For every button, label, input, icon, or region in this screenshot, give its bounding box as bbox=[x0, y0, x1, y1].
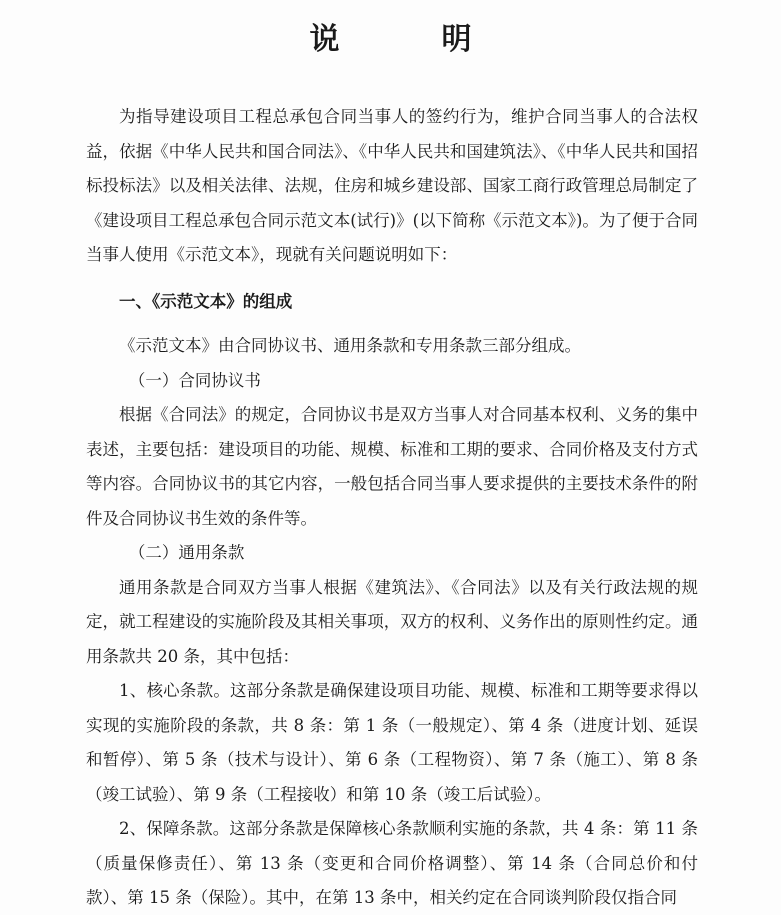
section-heading: 一、《示范文本》的组成 bbox=[119, 291, 293, 311]
subsection-heading: （一）合同协议书 bbox=[128, 370, 261, 390]
core-terms-paragraph: 1、核心条款。这部分条款是确保建设项目功能、规模、标准和工期等要求得以实现的实施阶段的条款，共 8 条：第 1 条（一般规定）、第 4 条（进度计划、延误和暂停）、第 5 条（技术与设计）、第 6 条（工程物资）、第 7 条（施工）、第 8 条（竣工试验）、第 9 条（工程接收）和第 10 条（竣工后试验）。 bbox=[86, 681, 698, 804]
agreement-paragraph: 根据《合同法》的规定，合同协议书是双方当事人对合同基本权利、义务的集中表述，主要包括：建设项目的功能、规模、标准和工期的要求、合同价格及支付方式等内容。合同协议书的其它内容，一般包括合同当事人要求提供的主要技术条件的附件及合同协议书生效的条件等。 bbox=[86, 405, 698, 528]
guarantee-terms-paragraph: 2、保障条款。这部分条款是保障核心条款顺利实施的条款，共 4 条：第 11 条（质量保修责任）、第 13 条（变更和合同价格调整）、第 14 条（合同总价和付款）、第 15 条（保险）。其中，在第 13 条中，相关约定在合同谈判阶段仅指合同 bbox=[86, 819, 698, 907]
general-terms-paragraph: 通用条款是合同双方当事人根据《建筑法》、《合同法》以及有关行政法规的规定，就工程建设的实施阶段及其相关事项，双方的权利、义务作出的原则性约定。通用条款共 20 条，其中包括： bbox=[86, 577, 698, 666]
document-title: 说 明 bbox=[309, 22, 508, 57]
composition-paragraph: 《示范文本》由合同协议书、通用条款和专用条款三部分组成。 bbox=[119, 336, 581, 355]
intro-paragraph: 为指导建设项目工程总承包合同当事人的签约行为，维护合同当事人的合法权益，依据《中华人民共和国合同法》、《中华人民共和国建筑法》、《中华人民共和国招标投标法》以及相关法律、法规，住房和城乡建设部、国家工商行政管理总局制定了《建设项目工程总承包合同示范文本(试行)》(以下简称《示范文本》)。为了便于合同当事人使用《示范文本》，现就有关问题说明如下： bbox=[86, 107, 698, 264]
document-body bbox=[86, 100, 698, 916]
subsection-heading: （二）通用条款 bbox=[128, 543, 245, 562]
